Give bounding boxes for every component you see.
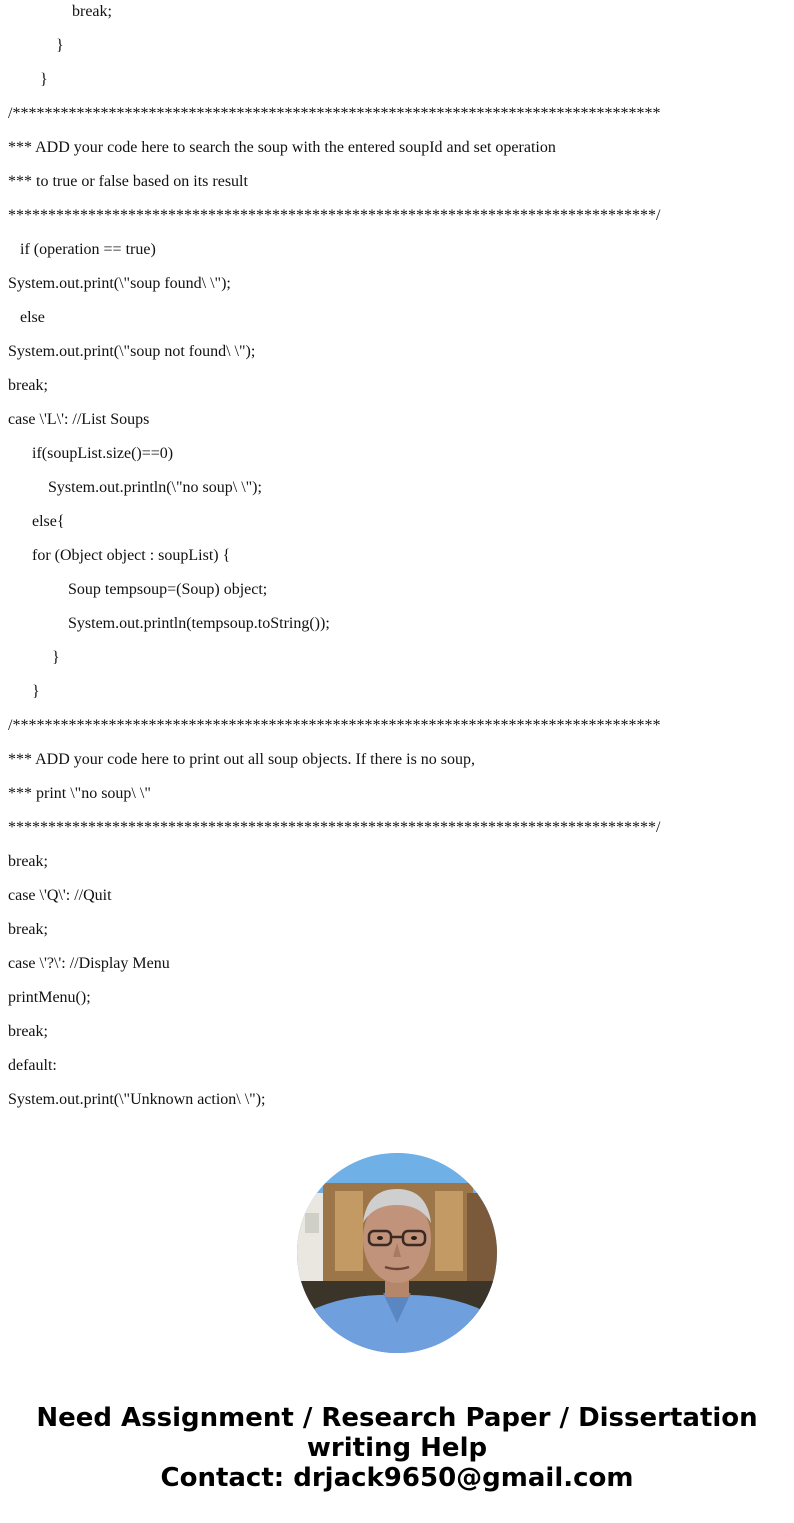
- code-line: Soup tempsoup=(Soup) object;: [8, 581, 268, 598]
- comment-border-bottom: *********************************************************************************/: [8, 819, 661, 836]
- code-line: case \'?\': //Display Menu: [8, 955, 170, 972]
- code-line: System.out.println(tempsoup.toString());: [8, 615, 330, 632]
- code-line: break;: [8, 921, 48, 938]
- comment-border-top: /*********************************************************************************: [8, 105, 661, 122]
- code-line: for (Object object : soupList) {: [8, 547, 231, 564]
- code-line: System.out.print(\"soup found\ \");: [8, 275, 231, 292]
- code-comment: *** to true or false based on its result: [8, 173, 248, 190]
- code-line: break;: [8, 1023, 48, 1040]
- code-line: }: [8, 71, 48, 88]
- code-line: System.out.println(\"no soup\ \");: [8, 479, 262, 496]
- code-line: default:: [8, 1057, 57, 1074]
- footer-line-2: writing Help: [306, 1433, 488, 1463]
- code-line: else{: [8, 513, 65, 530]
- footer-line-1: Need Assignment / Research Paper / Dissertation: [36, 1403, 758, 1433]
- code-line: case \'L\': //List Soups: [8, 411, 150, 428]
- author-photo: [297, 1153, 497, 1353]
- footer-contact: [0, 1403, 794, 1493]
- code-line: System.out.print(\"soup not found\ \");: [8, 343, 256, 360]
- code-line: }: [8, 683, 40, 700]
- code-line: break;: [8, 853, 48, 870]
- comment-border-top: /*********************************************************************************: [8, 717, 661, 734]
- code-line: break;: [8, 377, 48, 394]
- code-comment: *** print \"no soup\ \": [8, 785, 151, 802]
- code-line: case \'Q\': //Quit: [8, 887, 112, 904]
- code-line: System.out.print(\"Unknown action\ \");: [8, 1091, 266, 1108]
- code-comment: *** ADD your code here to print out all soup objects. If there is no soup,: [8, 751, 476, 768]
- code-comment: *** ADD your code here to search the soup with the entered soupId and set operation: [8, 139, 556, 156]
- footer-contact-line: Contact: drjack9650@gmail.com: [160, 1463, 634, 1493]
- comment-border-bottom: *********************************************************************************/: [8, 207, 661, 224]
- author-portrait-image: [297, 1153, 497, 1353]
- code-listing: [8, 0, 788, 1122]
- code-line: break;: [8, 3, 112, 20]
- code-line: else: [8, 309, 45, 326]
- code-line: }: [8, 37, 64, 54]
- code-line: if (operation == true): [8, 241, 156, 258]
- code-line: if(soupList.size()==0): [8, 445, 174, 462]
- code-line: printMenu();: [8, 989, 91, 1006]
- code-line: }: [8, 649, 60, 666]
